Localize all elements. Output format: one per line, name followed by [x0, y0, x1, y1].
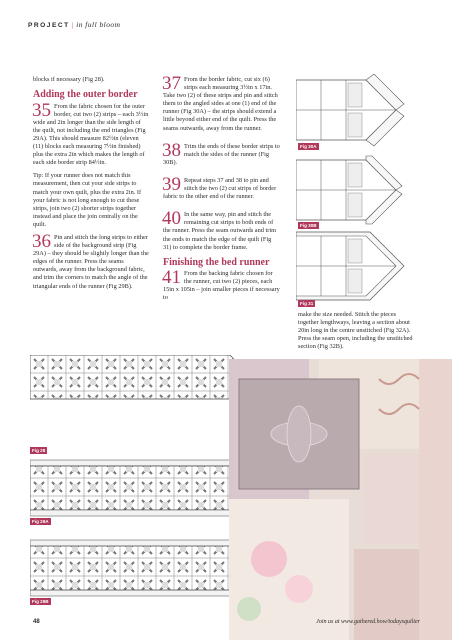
section-heading: Finishing the bed runner [163, 256, 270, 268]
fig29b-diagram [30, 540, 250, 596]
step-36 [32, 231, 149, 291]
figure-label: Fig 29A [32, 519, 49, 524]
text-column-3 [298, 311, 418, 356]
step-text: From the backing fabric chosen for the runner, cut two (2) pieces, each 15in x 105in – join smaller pieces if necessary to [163, 270, 280, 302]
header-separator: | [71, 22, 75, 29]
step-number: 41 [162, 267, 181, 289]
step-text: Trim the ends of these border strips to match the sides of the runner (Fig 30B). [163, 142, 280, 166]
section-label: PROJECT [28, 22, 70, 29]
runner-end-diagrams [296, 70, 428, 302]
page-header [28, 20, 120, 29]
fig31-diagram [296, 232, 404, 300]
step-number: 38 [162, 139, 181, 161]
text-column-2 [162, 73, 281, 308]
page-number: 48 [33, 619, 40, 625]
step-number: 35 [32, 99, 51, 121]
fig30b-diagram [296, 156, 402, 224]
fig29a-diagram [30, 460, 250, 516]
tip-paragraph: Tip: If your runner does not match this measurement, then cut your side strips to match your own quilt, plus the extra 2in. If your fabric is not long enough to cut these strips, join two (2) shorter strips together instead and place the join centrally on the quilt. [33, 172, 142, 228]
step-text: Pin and stitch the long strips to either side of the background strip (Fig 29A) – they should be slightly longer than the edges of the runner. Press the seams outwards, away from the background fabric, and trim the corners to match the angle of the triangular ends of the runner (Fig 29B). [33, 234, 149, 290]
step-39 [162, 173, 281, 201]
figure-label: Fig 30B [300, 223, 317, 228]
step-35 [32, 99, 149, 168]
step-text: In the same way, pin and stitch the remaining cut strips to both ends of the runner. Press the seam outwards and trim the ends to match the edge of the quilt (Fig 31) to complete the border frame. [163, 211, 276, 251]
runner-diagrams [30, 355, 250, 605]
step-number: 39 [162, 173, 181, 195]
figure-label: Fig 28 [32, 448, 46, 453]
fig30a-diagram [296, 74, 404, 146]
step-number: 36 [32, 231, 51, 252]
step-40 [162, 208, 281, 251]
figure-label: Fig 31 [300, 301, 314, 306]
step-38 [162, 139, 281, 167]
step-number: 40 [162, 208, 181, 230]
step-text: From the fabric chosen for the outer border, cut two (2) strips – each 3½in wide and 2in longer than the side length of the quilt, not including the end triangles (Fig 29A). This should measure 82½in (eleven (11) blocks each measuring 7½in finished) plus the extra 2in which makes the length of each side border strip 84½in. [33, 102, 149, 167]
section-heading: Adding the outer border [33, 89, 138, 101]
footer-url: Join us at www.gathered.how/todaysquilter [316, 619, 420, 625]
quilt-photo [229, 359, 452, 640]
step-number: 37 [162, 73, 181, 94]
article-title: in full bloom [76, 20, 121, 29]
step-41 [162, 267, 281, 302]
paragraph: make the size needed. Stitch the pieces together lengthways, leaving a section about 20in long in the centre unstitched (Fig 32A). Press the seam open, including the unstitched section (Fig 32B). [298, 311, 413, 351]
text-column-1 [33, 76, 149, 296]
step-37 [162, 73, 281, 133]
fig28-diagram [30, 355, 250, 399]
figure-label: Fig 30A [300, 144, 317, 149]
quilt-photo-image [229, 359, 452, 640]
step-text: Repeat steps 37 and 38 to pin and stitch the two (2) cut strips of border fabric to the other end of the runner. [163, 176, 277, 201]
figure-label: Fig 29B [32, 599, 49, 604]
paragraph: blocks if necessary (Fig 28). [33, 76, 105, 83]
step-text: From the border fabric, cut six (6) strips each measuring 3½in x 17in. Take two (2) of these strips and pin and stitch them to the angled sides at one (1) end of the runner (Fig 30A) – the strips should extend a little beyond either end of the quilt. Press the seams outwards, away from the runner. [163, 76, 278, 132]
